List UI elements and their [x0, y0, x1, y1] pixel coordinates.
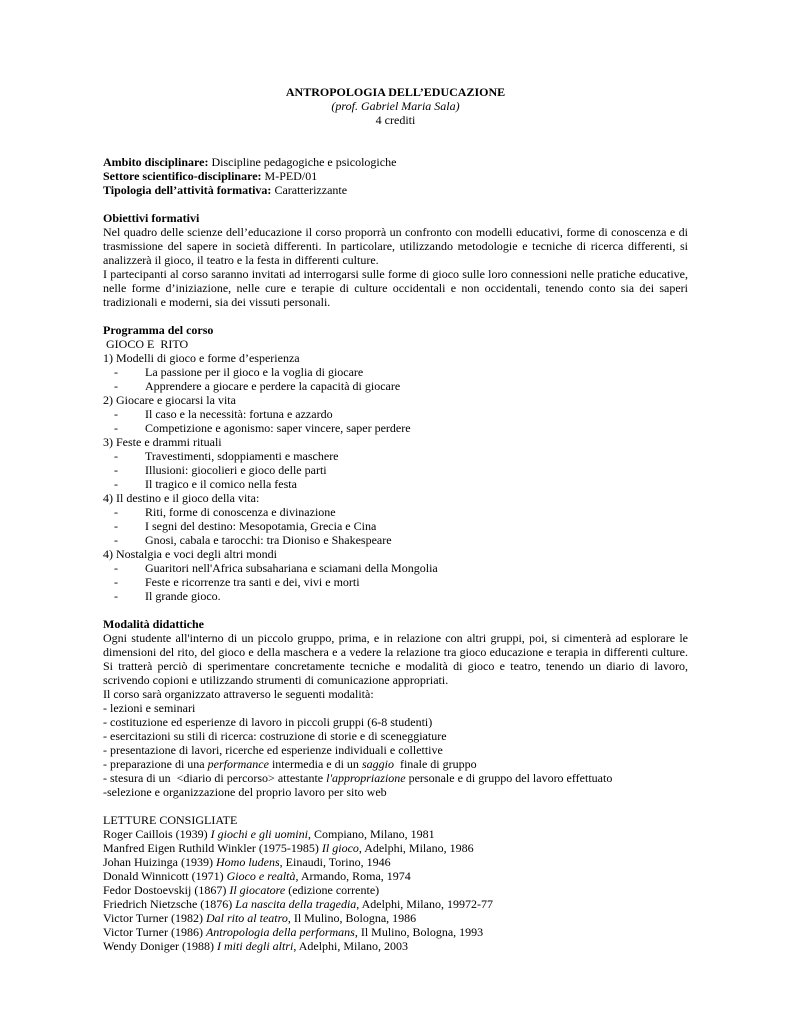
- dash-bullet: -: [114, 561, 118, 575]
- programma-list-item: [103, 365, 688, 379]
- item-text: personale e di gruppo del lavoro effettuato: [405, 771, 613, 785]
- modalita-item: [103, 771, 688, 785]
- book-author: Victor Turner (1982): [103, 911, 206, 925]
- item-italic: performance: [207, 757, 269, 771]
- programma-section-title: 3) Feste e drammi rituali: [103, 435, 222, 449]
- dash-bullet: -: [114, 477, 118, 491]
- programma-item-text: Guaritori nell'Africa subsahariana e sciamani della Mongolia: [145, 561, 438, 575]
- programma-section-title: 4) Il destino e il gioco della vita:: [103, 491, 260, 505]
- settore-label: Settore scientifico-disciplinare:: [103, 169, 262, 183]
- modalita-item: [103, 757, 688, 771]
- letture-heading: LETTURE CONSIGLIATE: [103, 813, 238, 827]
- dash-bullet: -: [114, 533, 118, 547]
- book-title: La nascita della tragedia: [235, 897, 357, 911]
- book-title: Il gioco: [321, 841, 359, 855]
- book-publication: , Adelphi, Milano, 2003: [293, 939, 409, 953]
- book-entry: [103, 869, 688, 883]
- book-title: Gioco e realtà: [226, 869, 296, 883]
- item-text: intermedia e di un: [268, 757, 362, 771]
- programma-section-title: 1) Modelli di gioco e forme d’esperienza: [103, 351, 300, 365]
- programma-list-item: [103, 463, 688, 477]
- programma-section-title: 4) Nostalgia e voci degli altri mondi: [103, 547, 277, 561]
- book-entry: [103, 939, 688, 953]
- book-entry: [103, 897, 688, 911]
- programma-list-item: [103, 477, 688, 491]
- book-entry: [103, 841, 688, 855]
- ambito-label: Ambito disciplinare:: [103, 155, 209, 169]
- programma-list-item: [103, 379, 688, 393]
- book-title: I miti degli altri: [217, 939, 294, 953]
- book-publication: , Adelphi, Milano, 19972-77: [356, 897, 493, 911]
- document-title: ANTROPOLOGIA DELL’EDUCAZIONE: [285, 85, 506, 99]
- programma-item-text: Riti, forme di conoscenza e divinazione: [145, 505, 336, 519]
- obiettivi-paragraph-2: I partecipanti al corso saranno invitati ad interrogarsi sulle forme di gioco sulle loro connessioni nelle pratiche educative, nelle forme d’iniziazione, nelle cure e terapie di culture occidentali e non occidentali, tenendo conto sia dei saperi tradizionali e moderni, sia dei vissuti personali.: [103, 267, 688, 309]
- book-entry: [103, 855, 688, 869]
- item-italic: saggio: [361, 757, 394, 771]
- book-title: Antropologia della performans: [205, 925, 355, 939]
- modalita-item: -selezione e organizzazione del proprio lavoro per sito web: [103, 785, 387, 799]
- programma-item-text: Gnosi, cabala e tarocchi: tra Dioniso e Shakespeare: [145, 533, 392, 547]
- book-title: Dal rito al teatro: [205, 911, 288, 925]
- credits: 4 crediti: [375, 113, 416, 127]
- book-publication: , Adelphi, Milano, 1986: [358, 841, 474, 855]
- dash-bullet: -: [114, 463, 118, 477]
- dash-bullet: -: [114, 407, 118, 421]
- programma-list-item: [103, 575, 688, 589]
- programma-sections: [103, 351, 688, 603]
- dash-bullet: -: [114, 519, 118, 533]
- book-publication: , Compiano, Milano, 1981: [307, 827, 435, 841]
- book-author: Friedrich Nietzsche (1876): [103, 897, 236, 911]
- book-publication: , Armando, Roma, 1974: [295, 869, 411, 883]
- programma-item-text: Apprendere a giocare e perdere la capacità di giocare: [145, 379, 401, 393]
- book-entry: [103, 883, 688, 897]
- item-text: - stesura di un <diario di percorso> attestante: [103, 771, 327, 785]
- programma-list-item: [103, 449, 688, 463]
- book-entry: [103, 827, 688, 841]
- obiettivi-heading: Obiettivi formativi: [103, 211, 200, 225]
- settore-line: [103, 169, 688, 183]
- book-title: I giochi e gli uomini: [210, 827, 308, 841]
- book-author: Roger Caillois (1939): [103, 827, 211, 841]
- modalita-intro: Il corso sarà organizzato attraverso le seguenti modalità:: [103, 687, 374, 701]
- letture-list: [103, 827, 688, 953]
- programma-item-text: Feste e ricorrenze tra santi e dei, vivi e morti: [145, 575, 360, 589]
- book-publication: (edizione corrente): [285, 883, 380, 897]
- obiettivi-paragraph-1: Nel quadro delle scienze dell’educazione il corso proporrà un confronto con modelli educativi, forme di conoscenza e di trasmissione del sapere in società differenti. In particolare, utilizzando metodologie e tecniche di ricerca differenti, si analizzerà il gioco, il teatro e la festa in differenti culture.: [103, 225, 688, 267]
- programma-item-text: Il caso e la necessità: fortuna e azzardo: [145, 407, 333, 421]
- programma-list-item: [103, 589, 688, 603]
- programma-item-text: Il tragico e il comico nella festa: [145, 477, 297, 491]
- book-publication: , Il Mulino, Bologna, 1993: [354, 925, 484, 939]
- dash-bullet: -: [114, 505, 118, 519]
- book-publication: , Il Mulino, Bologna, 1986: [287, 911, 417, 925]
- dash-bullet: -: [114, 379, 118, 393]
- ambito-value: Discipline pedagogiche e psicologiche: [208, 155, 397, 169]
- programma-item-text: Competizione e agonismo: saper vincere, saper perdere: [145, 421, 411, 435]
- modalita-item: - esercitazioni su stili di ricerca: costruzione di storie e di sceneggiature: [103, 729, 447, 743]
- modalita-item: - presentazione di lavori, ricerche ed esperienze individuali e collettive: [103, 743, 443, 757]
- book-title: Homo ludens: [215, 855, 280, 869]
- programma-section-title: 2) Giocare e giocarsi la vita: [103, 393, 236, 407]
- document-page: [103, 85, 688, 953]
- ambito-line: [103, 155, 688, 169]
- modalita-paragraph: Ogni studente all'interno di un piccolo gruppo, prima, e in relazione con altri gruppi, poi, si cimenterà ad esplorare le dimensioni del rito, del gioco e della maschera e a vedere la relazione tra gioco educazione e terapia in differenti culture. Si tratterà perciò di sperimentare concretamente tecniche e modalità di gioco e teatro, tenendo un diario di lavoro, scrivendo copioni e utilizzando strumenti di comunicazione appropriati.: [103, 631, 688, 687]
- dash-bullet: -: [114, 421, 118, 435]
- dash-bullet: -: [114, 575, 118, 589]
- programma-subtitle: GIOCO E RITO: [103, 337, 189, 351]
- settore-value: M-PED/01: [261, 169, 318, 183]
- programma-item-text: La passione per il gioco e la voglia di giocare: [145, 365, 364, 379]
- book-entry: [103, 925, 688, 939]
- book-publication: , Einaudi, Torino, 1946: [279, 855, 391, 869]
- programma-item-text: Illusioni: giocolieri e gioco delle parti: [145, 463, 327, 477]
- modalita-heading: Modalità didattiche: [103, 617, 204, 631]
- dash-bullet: -: [114, 589, 118, 603]
- book-author: Victor Turner (1986): [103, 925, 206, 939]
- book-entry: [103, 911, 688, 925]
- tipologia-label: Tipologia dell’attività formativa:: [103, 183, 272, 197]
- programma-list-item: [103, 561, 688, 575]
- book-author: Johan Huizinga (1939): [103, 855, 216, 869]
- book-author: Wendy Doniger (1988): [103, 939, 218, 953]
- programma-list-item: [103, 421, 688, 435]
- programma-list-item: [103, 407, 688, 421]
- professor-name: (prof. Gabriel Maria Sala): [331, 99, 460, 113]
- item-text: finale di gruppo: [393, 757, 477, 771]
- book-author: Donald Winnicott (1971): [103, 869, 227, 883]
- programma-item-text: I segni del destino: Mesopotamia, Grecia e Cina: [145, 519, 377, 533]
- programma-heading: Programma del corso: [103, 323, 214, 337]
- dash-bullet: -: [114, 449, 118, 463]
- modalita-item: - lezioni e seminari: [103, 701, 196, 715]
- book-author: Fedor Dostoevskij (1867): [103, 883, 230, 897]
- programma-list-item: [103, 505, 688, 519]
- tipologia-line: [103, 183, 688, 197]
- tipologia-value: Caratterizzante: [271, 183, 348, 197]
- programma-item-text: Il grande gioco.: [145, 589, 221, 603]
- item-text: - preparazione di una: [103, 757, 208, 771]
- book-title: Il giocatore: [229, 883, 286, 897]
- modalita-item: - costituzione ed esperienze di lavoro in piccoli gruppi (6-8 studenti): [103, 715, 433, 729]
- programma-list-item: [103, 533, 688, 547]
- dash-bullet: -: [114, 365, 118, 379]
- programma-item-text: Travestimenti, sdoppiamenti e maschere: [145, 449, 339, 463]
- programma-list-item: [103, 519, 688, 533]
- book-author: Manfred Eigen Ruthild Winkler (1975-1985): [103, 841, 322, 855]
- item-italic: l'appropriazione: [326, 771, 406, 785]
